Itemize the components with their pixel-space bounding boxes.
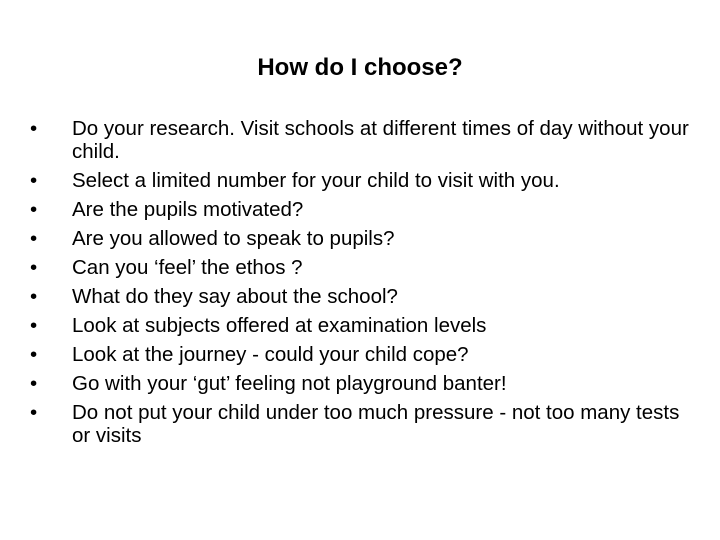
bullet-text: Are the pupils motivated? bbox=[72, 198, 304, 221]
bullet-item bbox=[30, 285, 700, 308]
bullet-icon: • bbox=[30, 117, 38, 140]
bullet-icon: • bbox=[30, 285, 38, 308]
bullet-item bbox=[30, 256, 700, 279]
bullet-text: Select a limited number for your child to visit with you. bbox=[72, 169, 560, 192]
bullet-list bbox=[30, 117, 700, 453]
bullet-item bbox=[30, 372, 700, 395]
bullet-text: Do not put your child under too much pressure - not too many tests or visits bbox=[72, 401, 680, 447]
bullet-icon: • bbox=[30, 401, 38, 424]
slide-title: How do I choose? bbox=[257, 54, 463, 81]
bullet-item bbox=[30, 198, 700, 221]
bullet-icon: • bbox=[30, 372, 38, 395]
bullet-item bbox=[30, 169, 700, 192]
bullet-item bbox=[30, 117, 700, 163]
bullet-item bbox=[30, 401, 700, 447]
bullet-text: Go with your ‘gut’ feeling not playground banter! bbox=[72, 372, 507, 395]
bullet-item bbox=[30, 314, 700, 337]
bullet-text: Look at the journey - could your child cope? bbox=[72, 343, 469, 366]
bullet-item bbox=[30, 343, 700, 366]
bullet-text: Are you allowed to speak to pupils? bbox=[72, 227, 395, 250]
bullet-icon: • bbox=[30, 256, 38, 279]
bullet-icon: • bbox=[30, 227, 38, 250]
bullet-text: What do they say about the school? bbox=[72, 285, 398, 308]
bullet-icon: • bbox=[30, 198, 38, 221]
bullet-icon: • bbox=[30, 314, 38, 337]
bullet-icon: • bbox=[30, 169, 38, 192]
bullet-text: Can you ‘feel’ the ethos ? bbox=[72, 256, 303, 279]
bullet-item bbox=[30, 227, 700, 250]
bullet-icon: • bbox=[30, 343, 38, 366]
bullet-text: Do your research. Visit schools at different times of day without your child. bbox=[72, 117, 689, 163]
bullet-text: Look at subjects offered at examination levels bbox=[72, 314, 487, 337]
